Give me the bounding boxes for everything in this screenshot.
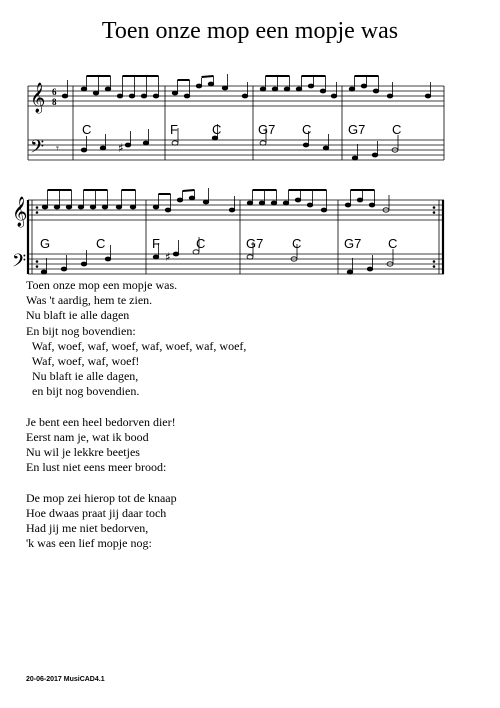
lyric-line: Waf, woef, waf, woef, waf, woef, waf, woef,: [26, 338, 247, 353]
chord-symbol: C: [392, 122, 402, 137]
chord-symbol: F: [170, 122, 178, 137]
chord-symbol: C: [96, 236, 106, 251]
chord-symbol: G: [40, 236, 51, 251]
lyric-line: En bijt nog bovendien:: [26, 323, 136, 338]
lyric-line: Had jij me niet bedorven,: [26, 521, 149, 535]
bass-clef-icon: 𝄢: [30, 137, 45, 162]
chord-symbol: C: [388, 236, 398, 251]
lyric-line: Nu blaft ie alle dagen: [26, 308, 130, 323]
lyric-line: Je bent een heel bedorven dier!: [26, 414, 176, 429]
svg-text:𝄾: 𝄾: [56, 142, 59, 155]
bass-clef-icon: 𝄢: [12, 251, 27, 276]
svg-text:♯: ♯: [165, 250, 171, 264]
chord-symbol: G7: [348, 122, 366, 137]
lyric-line: Eerst nam je, wat ik bood: [26, 429, 149, 444]
song-title: Toen onze mop een mopje was: [101, 18, 399, 44]
chord-symbol: G7: [258, 122, 276, 137]
lyric-line: Toen onze mop een mopje was.: [26, 278, 178, 292]
chord-symbol: C: [196, 236, 206, 251]
chord-symbol: C: [212, 122, 222, 137]
chord-symbol: F: [152, 236, 160, 251]
lyric-line: Waf, woef, waf, woef!: [26, 353, 140, 368]
music-system-1: [0, 72, 500, 172]
lyric-line: Was 't aardig, hem te zien.: [26, 293, 153, 308]
lyric-line: Nu blaft ie alle dagen,: [26, 369, 139, 384]
lyric-line: Nu wil je lekkre beetjes: [26, 445, 140, 460]
chord-symbol: C: [82, 122, 92, 137]
chord-symbol: G7: [246, 236, 264, 251]
chord-symbol: G7: [344, 236, 362, 251]
svg-text:6: 6: [52, 87, 57, 97]
svg-text:♯: ♯: [118, 141, 124, 155]
lyrics: [26, 278, 246, 551]
lyric-line: 'k was een lief mopje nog:: [26, 536, 152, 551]
chord-symbol: C: [292, 236, 302, 251]
music-system-2: [0, 186, 500, 286]
treble-clef-icon: 𝄞: [12, 197, 28, 227]
footer-note: 20-06-2017 MusiCAD4.1: [26, 676, 105, 683]
svg-text:8: 8: [52, 97, 57, 107]
lyric-line: En lust niet eens meer brood:: [26, 460, 167, 475]
lyric-line: en bijt nog bovendien.: [26, 384, 140, 399]
chord-symbol: C: [302, 122, 312, 137]
treble-clef-icon: 𝄞: [30, 83, 46, 113]
lyric-line: De mop zei hierop tot de knaap: [26, 490, 177, 505]
lyric-line: Hoe dwaas praat jij daar toch: [26, 505, 167, 520]
